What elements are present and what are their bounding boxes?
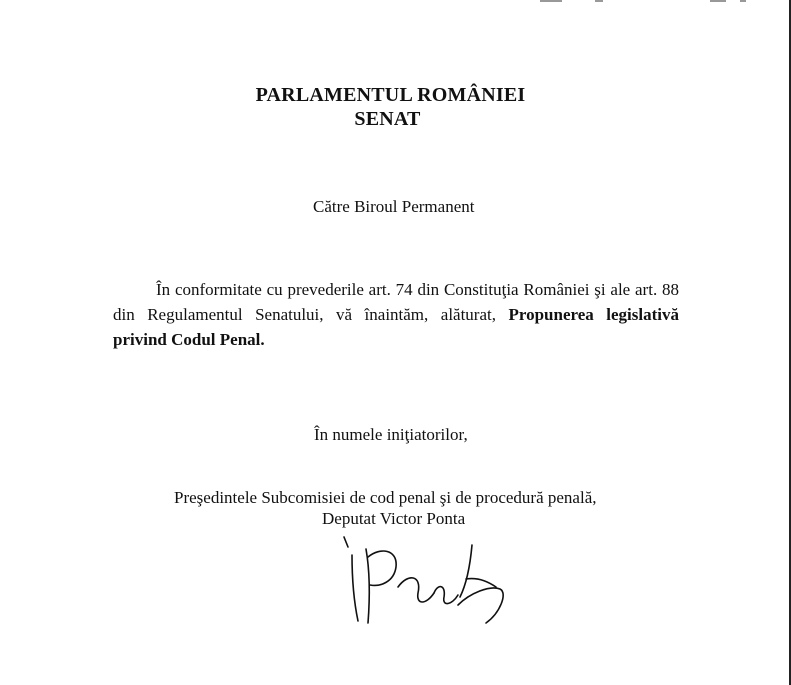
header-senate: SENAT xyxy=(354,108,421,130)
body-paragraph xyxy=(113,277,679,352)
initiators-line: În numele iniţiatorilor, xyxy=(314,425,468,444)
body-text: În conformitate cu prevederile art. 74 din Constituţia României şi ale art. 88 din Regulamentul Senatului, vă înaintăm, alăturat, xyxy=(113,280,679,324)
header-parliament: PARLAMENTUL ROMÂNIEI xyxy=(255,84,526,106)
signature-icon xyxy=(330,527,530,637)
deputy-name: Deputat Victor Ponta xyxy=(322,509,466,528)
president-line: Preşedintele Subcomisiei de cod penal şi de procedură penală, xyxy=(174,488,597,507)
addressee: Către Biroul Permanent xyxy=(313,197,475,216)
scan-marks xyxy=(540,0,780,4)
body-bold-title: Propunerea legislativă privind Codul Penal. xyxy=(113,305,680,349)
